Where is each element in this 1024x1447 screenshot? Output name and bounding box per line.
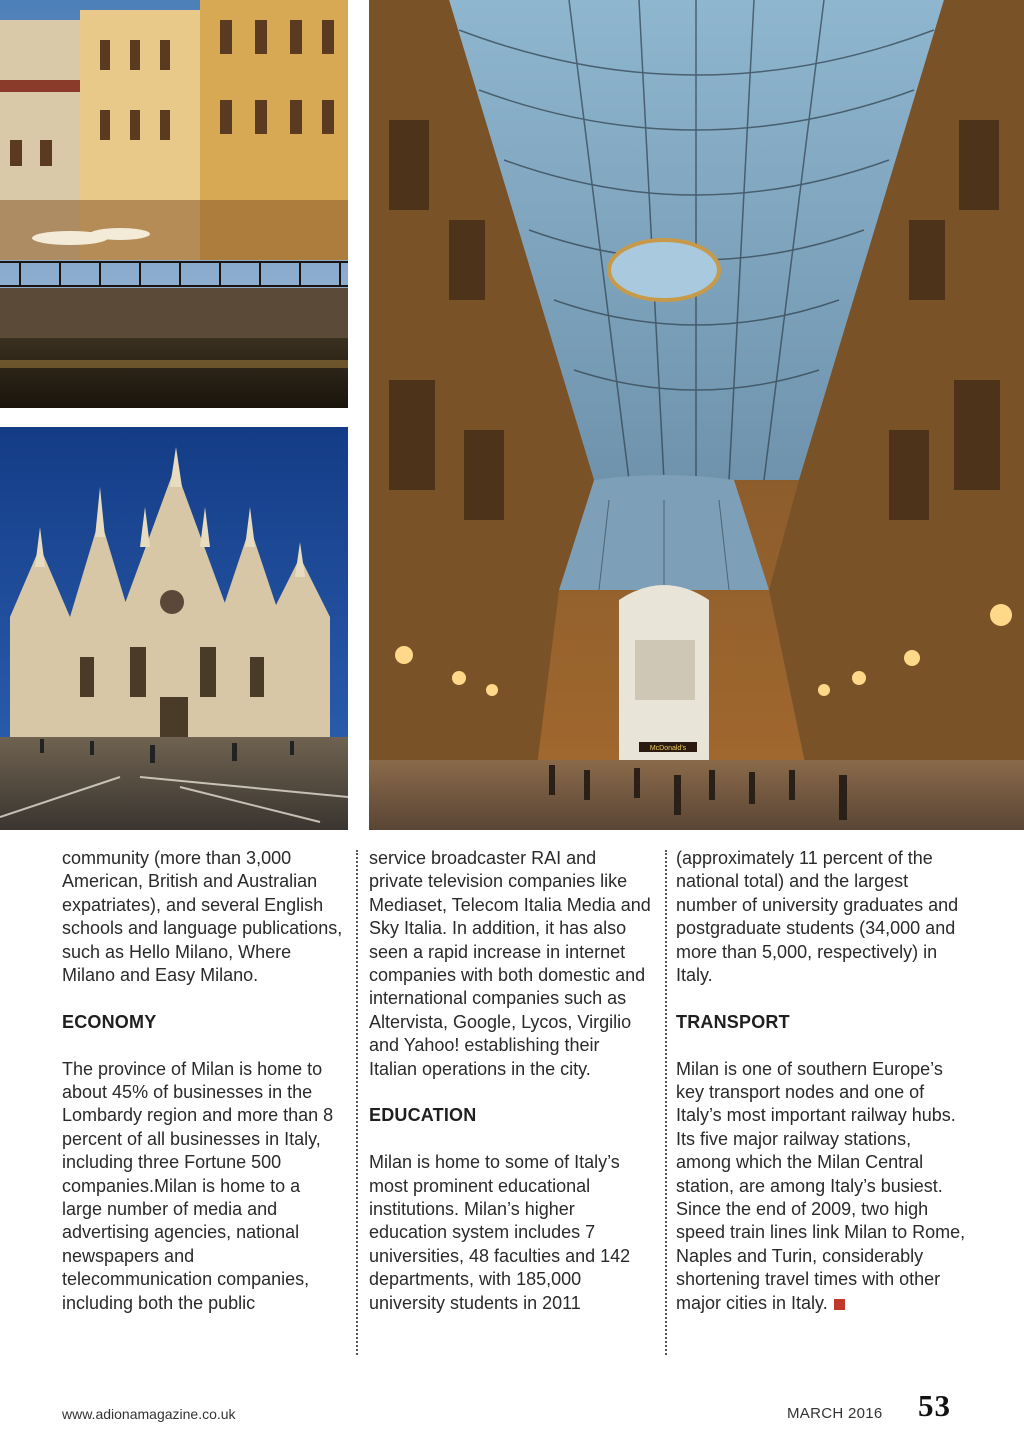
text-column-2 xyxy=(369,847,651,1315)
galleria-storefront-sign: McDonald's xyxy=(649,745,687,752)
text-column-1 xyxy=(62,847,344,1315)
footer-issue-date: MARCH 2016 xyxy=(787,1405,883,1422)
column-1-paragraph-1: community (more than 3,000 American, British and Australian expatriates), and several English schools and language publications, such as Hello Milano, Where Milano and Easy Milano. xyxy=(62,848,343,986)
photo-canal-evening xyxy=(0,0,348,408)
column-divider-1 xyxy=(356,850,358,1355)
photo-milan-cathedral xyxy=(0,427,348,830)
column-1-paragraph-2: The province of Milan is home to about 45% of businesses in the Lombardy region and more than 8 percent of all businesses in Italy, including three Fortune 500 companies.Milan is home to a large number of media and advertising agencies, national newspapers and telecommunication companies, including both the public xyxy=(62,1058,334,1313)
column-3-paragraph-2-text: Milan is one of southern Europe’s key transport nodes and one of Italy’s most important railway hubs. Its five major railway stations, among which the Milan Central station, are among Italy’s busiest. Since the end of 2009, two high speed train lines link Milan to Rome, Naples and Turin, considerably shortening travel times with other major cities in Italy. xyxy=(676,1058,966,1313)
heading-economy: ECONOMY xyxy=(62,1011,157,1032)
article-end-square-icon xyxy=(834,1299,845,1310)
column-divider-2 xyxy=(665,850,667,1355)
page-number: 53 xyxy=(918,1388,951,1423)
text-column-3 xyxy=(676,847,966,1315)
column-3-paragraph-2 xyxy=(676,1058,966,1315)
heading-transport: TRANSPORT xyxy=(676,1011,790,1032)
column-3-paragraph-1: (approximately 11 percent of the national total) and the largest number of university graduates and postgraduate students (34,000 and more than 5,000, respectively) in Italy. xyxy=(676,848,959,986)
footer-website-url[interactable]: www.adionamagazine.co.uk xyxy=(62,1406,236,1422)
photo-galleria-vittorio-emanuele xyxy=(369,0,1024,830)
column-2-paragraph-2: Milan is home to some of Italy’s most prominent educational institutions. Milan’s higher education system includes 7 universities, 48 faculties and 142 departments, with 185,000 university students in 2011 xyxy=(369,1152,631,1313)
column-2-paragraph-1: service broadcaster RAI and private television companies like Mediaset, Telecom Italia Media and Sky Italia. In addition, it has also seen a rapid increase in internet companies with both domestic and international companies such as Altervista, Google, Lycos, Virgilio and Yahoo! establishing their Italian operations in the city. xyxy=(369,848,651,1079)
heading-education: EDUCATION xyxy=(369,1105,477,1126)
